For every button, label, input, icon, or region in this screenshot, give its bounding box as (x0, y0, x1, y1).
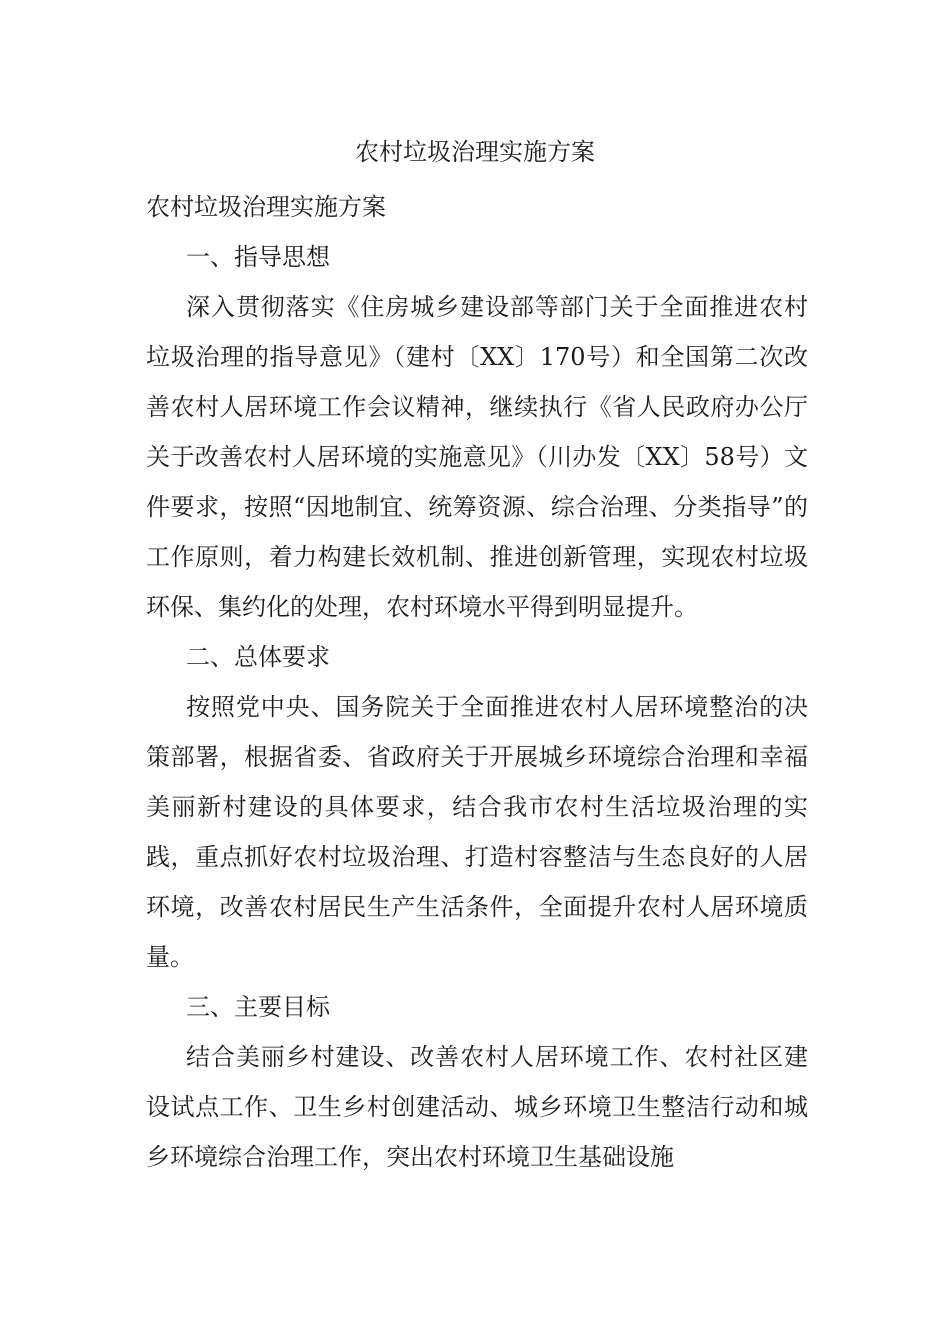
section-heading-general-requirements: 二、总体要求 (186, 643, 330, 671)
section-body-guiding-ideology: 深入贯彻落实《住房城乡建设部等部门关于全面推进农村垃圾治理的指导意见》（建村〔XX〕170号）和全国第二次改善农村人居环境工作会议精神，继续执行《省人民政府办公厅关于改善农村人居环境的实施意见》（川办发〔XX〕58号）文件要求，按照“因地制宜、统筹资源、综合治理、分类指导”的工作原则，着力构建长效机制、推进创新管理，实现农村垃圾环保、集约化的处理，农村环境水平得到明显提升。 (146, 293, 808, 621)
section-body-general-requirements: 按照党中央、国务院关于全面推进农村人居环境整治的决策部署，根据省委、省政府关于开展城乡环境综合治理和幸福美丽新村建设的具体要求，结合我市农村生活垃圾治理的实践，重点抓好农村垃圾治理、打造村容整洁与生态良好的人居环境，改善农村居民生产生活条件，全面提升农村人居环境质量。 (146, 693, 808, 971)
section-body-main-goals: 结合美丽乡村建设、改善农村人居环境工作、农村社区建设试点工作、卫生乡村创建活动、城乡环境卫生整洁行动和城乡环境综合治理工作，突出农村环境卫生基础设施 (146, 1043, 808, 1171)
section-heading-guiding-ideology: 一、指导思想 (186, 243, 330, 271)
document-title: 农村垃圾治理实施方案 (355, 138, 595, 166)
document-subtitle: 农村垃圾治理实施方案 (146, 193, 386, 221)
document-body (146, 182, 808, 1182)
section-heading-main-goals: 三、主要目标 (186, 993, 330, 1021)
